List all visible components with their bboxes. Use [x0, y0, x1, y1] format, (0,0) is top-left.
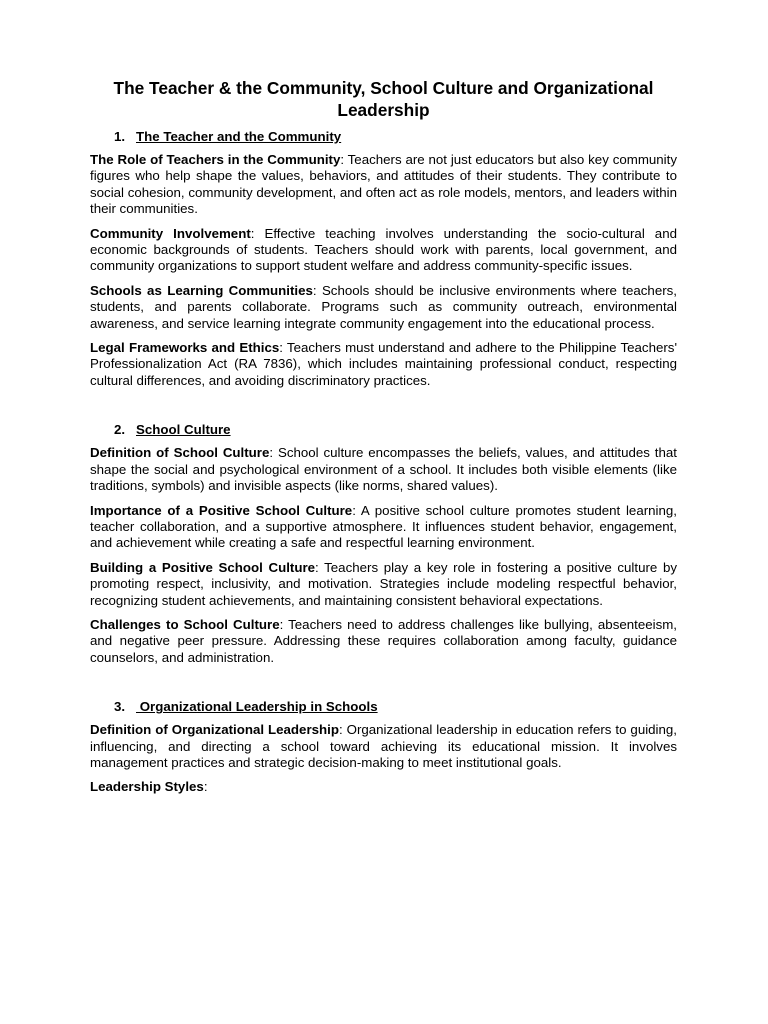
paragraph: [90, 340, 677, 389]
paragraph: [90, 226, 677, 275]
document-page: [90, 78, 677, 804]
paragraph-text: : Teachers play a key role in fostering a positive culture by promoting respect, inclusivity, and motivation. Strategies include modeling respectful behavior, recognizing student achievements, and maintaining consistent behavioral expectations.: [90, 559, 677, 608]
paragraph-text: : Teachers must understand and adhere to the Philippine Teachers' Professionalization Act (RA 7836), which includes maintaining professional conduct, respecting cultural differences, and avoiding discriminatory practices.: [90, 340, 677, 388]
paragraph-term: Leadership Styles: [90, 779, 204, 795]
paragraph-term: The Role of Teachers in the Community: [90, 152, 341, 167]
section-heading: [90, 422, 677, 438]
section-title: Organizational Leadership in Schools: [136, 699, 378, 715]
paragraph-term: Legal Frameworks and Ethics: [90, 340, 280, 356]
paragraph: [90, 617, 677, 666]
paragraph-term: Building a Positive School Culture: [90, 559, 316, 575]
section-number: 2.: [114, 422, 126, 438]
section-school-culture: [90, 422, 677, 666]
paragraph-text: : Teachers are not just educators but also key community figures who help shape the values, behaviors, and attitudes of their students. They contribute to social cohesion, community development, and often act as role models, mentors, and leaders within their communities.: [90, 152, 677, 217]
section-title: The Teacher and the Community: [136, 129, 342, 144]
paragraph-text: : Schools should be inclusive environments where teachers, students, and parents collaborate. Programs such as community outreach, environmental awareness, and service learning integrate community engagement into the educational process.: [90, 282, 677, 331]
paragraph: [90, 283, 677, 332]
section-heading: [90, 129, 677, 145]
paragraph-term: Importance of a Positive School Culture: [90, 502, 353, 518]
paragraph-term: Definition of Organizational Leadership: [90, 722, 339, 738]
paragraph-term: Definition of School Culture: [90, 445, 270, 461]
paragraph-text: : Effective teaching involves understanding the socio-cultural and economic backgrounds of students. Teachers should work with parents, local government, and community organizations to support student welfare and address community-specific issues.: [90, 225, 677, 274]
paragraph: [90, 445, 677, 494]
paragraph-term: Community Involvement: [90, 225, 251, 241]
paragraph-text: : Organizational leadership in education refers to guiding, influencing, and directing a school toward achieving its educational mission. It involves management practices and strategic decision-making to meet institutional goals.: [90, 722, 677, 770]
section-spacer: [90, 674, 677, 699]
paragraph-text: : A positive school culture promotes student learning, teacher collaboration, and a supportive atmosphere. It influences student behavior, engagement, and achievement while creating a safe and respectful learning environment.: [90, 502, 677, 551]
section-title: School Culture: [136, 422, 231, 438]
paragraph-text: :: [203, 779, 208, 795]
section-spacer: [90, 397, 677, 422]
section-heading: [90, 699, 677, 715]
section-organizational-leadership: [90, 699, 677, 796]
paragraph: [90, 560, 677, 609]
section-number: 1.: [114, 129, 126, 144]
paragraph: [90, 722, 677, 771]
paragraph-text: : Teachers need to address challenges like bullying, absenteeism, and negative peer pressure. Addressing these requires collaboration among faculty, guidance counselors, and administration.: [90, 616, 677, 665]
paragraph: [90, 503, 677, 552]
section-teacher-community: [90, 129, 677, 389]
paragraph-term: Schools as Learning Communities: [90, 282, 313, 298]
section-number: 3.: [114, 699, 126, 715]
paragraph-text: : School culture encompasses the beliefs, values, and attitudes that shape the social and psychological environment of a school. It includes both visible elements (like traditions, symbols) and invisible aspects (like norms, shared values).: [90, 445, 677, 494]
paragraph: [90, 779, 677, 795]
document-title: The Teacher & the Community, School Culture and Organizational Leadership: [113, 78, 654, 120]
paragraph: [90, 152, 677, 218]
paragraph-term: Challenges to School Culture: [90, 616, 280, 632]
